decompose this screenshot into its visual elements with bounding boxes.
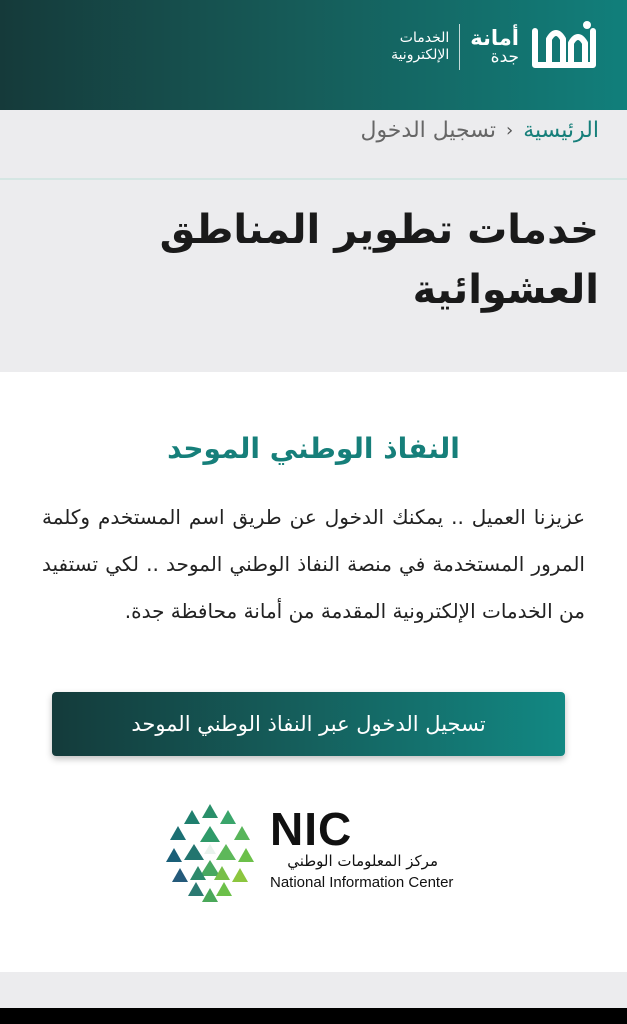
nafath-login-button[interactable]: تسجيل الدخول عبر النفاذ الوطني الموحد (52, 692, 565, 756)
login-card (0, 372, 627, 972)
chevron-left-icon: ‹ (506, 120, 514, 141)
card-heading: النفاذ الوطني الموحد (167, 432, 460, 465)
logo-subtitle: جدة (490, 47, 519, 68)
breadcrumb-current: تسجيل الدخول (360, 118, 497, 143)
services-line-1: الخدمات (399, 29, 450, 46)
page-title-line-2: العشوائية (412, 267, 599, 313)
jeddah-logo-icon (529, 17, 599, 77)
nic-logo (158, 800, 478, 910)
page-title-block (0, 200, 627, 372)
logo-divider (459, 24, 460, 70)
logo-text (470, 27, 519, 67)
nic-name-english: National Information Center (270, 874, 454, 891)
header-bar (0, 0, 627, 110)
logo-services-label (391, 30, 449, 65)
footer-strip (0, 1008, 627, 1024)
page-title-line-1: خدمات تطوير المناطق (159, 207, 599, 253)
breadcrumb-home-link[interactable]: الرئيسية (523, 118, 599, 143)
nic-abbreviation: NIC (270, 803, 353, 855)
jeddah-municipality-logo[interactable] (391, 16, 599, 78)
services-line-2: الإلكترونية (391, 47, 450, 63)
card-description: عزيزنا العميل .. يمكنك الدخول عن طريق اسم المستخدم وكلمة المرور المستخدمة في منصة النفاذ الوطني الموحد .. لكي تستفيد من الخدمات الإلكترونية المقدمة من أمانة محافظة جدة. (42, 505, 585, 623)
nic-name-arabic: مركز المعلومات الوطني (287, 852, 438, 870)
logo-title: أمانة (470, 26, 519, 51)
nic-logo-icon (158, 800, 262, 904)
page-title (28, 200, 599, 320)
breadcrumb (0, 110, 627, 180)
